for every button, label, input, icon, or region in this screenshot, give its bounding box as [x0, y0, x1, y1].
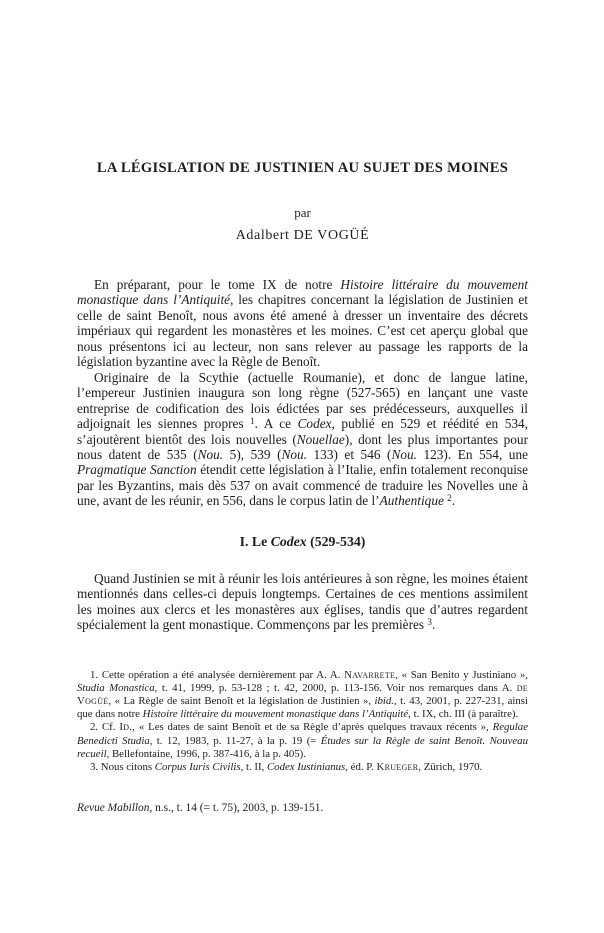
author-name: Adalbert DE VOGÜÉ — [235, 228, 370, 243]
page-content — [77, 0, 528, 815]
journal-citation: Revue Mabillon, n.s., t. 14 (= t. 75), 2003, p. 139-151. — [77, 802, 324, 815]
footnotes-block — [77, 669, 528, 775]
footnote-1: 1. Cette opération a été analysée dernièrement par A. A. Navarrete, « San Benito y Justiniano », Studia Monastica, t. 41, 1999, p. 53-128 ; t. 42, 2000, p. 113-156. Voir nos remarques dans A. de Vogüé, « La Règle de saint Benoît et la législation de Justinien », ibid., t. 43, 2001, p. 227-231, ainsi que dans notre Histoire littéraire du mouvement monastique dans l’Antiquité, t. IX, ch. III (à paraître). — [77, 668, 529, 721]
article-title: LA LÉGISLATION DE JUSTINIEN AU SUJET DES MOINES — [96, 160, 509, 176]
byline-par: par — [294, 205, 311, 220]
section-paragraph-1: Quand Justinien se mit à réunir les lois antérieures à son règne, les moines étaient mentionnés dans celles-ci depuis longtemps. Certaines de ces mentions assimilent les moines aux clercs et les monastères aux églises, tandis que d’autres regardent spécialement la gent monastique. Commençons par les premières $^3$. — [77, 570, 528, 633]
intro-paragraph-1: En préparant, pour le tome IX de notre Histoire littéraire du mouvement monastique dans l’Antiquité, les chapitres concernant la législation de Justinien et celle de saint Benoît, nous avons été amené à dresser un inventaire des décrets impériaux qui regardent les monastères et les moines. C’est cet aperçu global que nous présentons ici au lecteur, non sans relever au passage les rapports de la législation byzantine avec la Règle de Benoît. — [77, 277, 528, 370]
section-heading-codex: I. Le Codex (529-534) — [239, 533, 366, 549]
footnote-2: 2. Cf. Id., « Les dates de saint Benoît et de sa Règle d’après quelques travaux récents », Regulae Benedicti Studia, t. 12, 1983, p. 11-27, à la p. 19 (= Études sur la Règle de saint Benoît. Nouveau recueil, Bellefontaine, 1996, p. 387-416, à la p. 405). — [77, 721, 528, 760]
intro-section — [77, 277, 528, 509]
intro-paragraph-2: Originaire de la Scythie (actuelle Roumanie), et donc de langue latine, l’empereur Justinien inaugura son long règne (527-565) en lançant une vaste entreprise de codification des lois édictées par ses prédécesseurs, auxquelles il adjoignait les siennes propres $^1$. A ce Codex, publié en 529 et réédité en 534, s’ajoutèrent bientôt des lois nouvelles (Nouellae), dont les plus importantes pour nous datent de 535 (Nou. 5), 539 (Nou. 133) et 546 (Nou. 123). En 554, une Pragmatique Sanction étendit cette législation à l’Italie, enfin totalement reconquise par les Byzantins, mais dès 537 on avait commencé de traduire les Novelles une à une, avant de les réunir, en 556, dans le corpus latin de l’Authentique $^2$. — [77, 369, 528, 509]
footnote-3: 3. Nous citons Corpus Iuris Civilis, t. II, Codex Iustinianus, éd. P. Krueger, Zürich, 1970. — [90, 761, 483, 774]
